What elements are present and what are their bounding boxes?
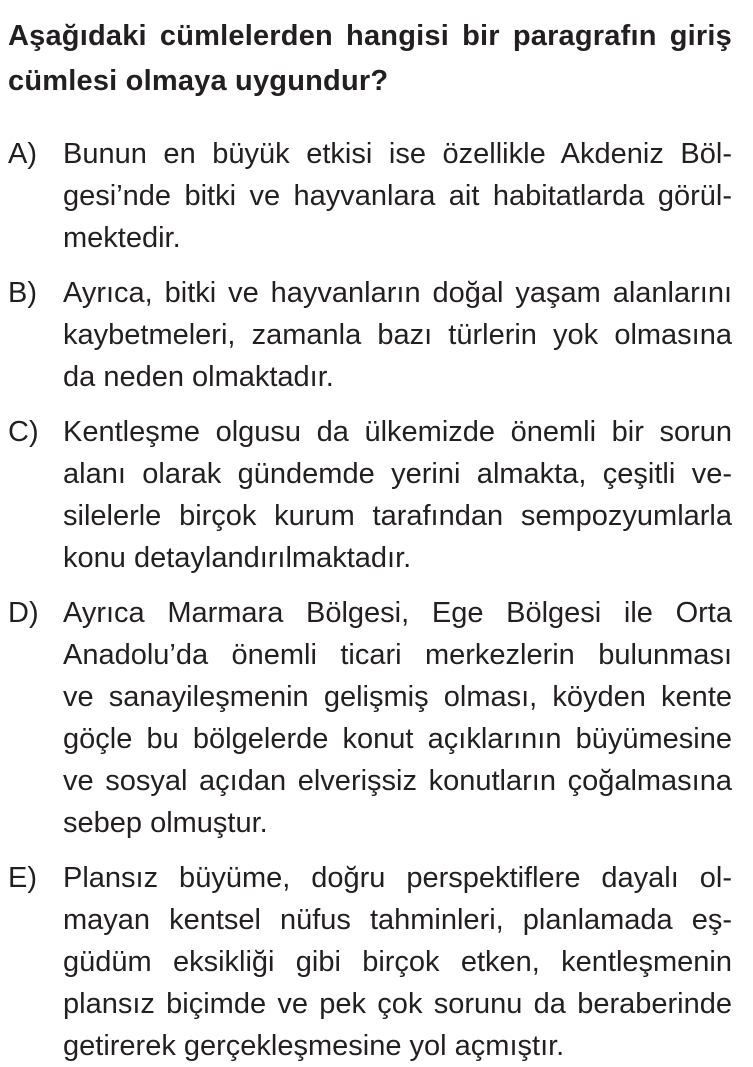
answer-option-d <box>8 592 732 844</box>
answer-option-a <box>8 133 732 259</box>
option-letter: C) <box>8 416 39 448</box>
option-line: konu detaylandırılmaktadır. <box>63 542 412 574</box>
question-line: Aşağıdaki cümlelerden hangisi bir paragrafın giriş <box>8 20 732 52</box>
option-line: Kentleşme olgusu da ülkemizde önemli bir sorun <box>63 416 732 448</box>
option-line: alanı olarak gündemde yerini almakta, çeşitli ve- <box>63 458 732 490</box>
option-text <box>63 857 732 1067</box>
option-line: ve sanayileşmenin gelişmiş olması, köyden kente <box>63 681 732 713</box>
option-line: Plansız büyüme, doğru perspektiflere dayalı ol- <box>63 862 732 894</box>
option-text <box>63 411 732 579</box>
option-line: da neden olmaktadır. <box>63 361 334 393</box>
option-line: Bunun en büyük etkisi ise özellikle Akdeniz Böl- <box>63 138 732 170</box>
answer-option-e <box>8 857 732 1067</box>
option-line: göçle bu bölgelerde konut açıklarının büyümesine <box>63 723 732 755</box>
option-line: Anadolu’da önemli ticari merkezlerin bulunması <box>63 639 732 671</box>
option-line: gesi’nde bitki ve hayvanlara ait habitatlarda görül- <box>63 180 732 212</box>
option-line: sebep olmuştur. <box>63 807 268 839</box>
option-letter: E) <box>8 862 37 894</box>
option-line: mayan kentsel nüfus tahminleri, planlamada eş- <box>63 904 732 936</box>
option-text <box>63 272 732 398</box>
option-line: Ayrıca Marmara Bölgesi, Ege Bölgesi ile Orta <box>63 597 732 629</box>
question-line: cümlesi olmaya uygundur? <box>8 65 389 97</box>
option-letter: A) <box>8 138 37 170</box>
answer-option-b <box>8 272 732 398</box>
question-stem <box>8 14 732 104</box>
answer-option-c <box>8 411 732 579</box>
option-line: ve sosyal açıdan elverişsiz konutların çoğalmasına <box>63 765 732 797</box>
option-letter: B) <box>8 277 37 309</box>
option-text <box>63 592 732 844</box>
option-line: mektedir. <box>63 222 181 254</box>
option-line: Ayrıca, bitki ve hayvanların doğal yaşam alanlarını <box>63 277 732 309</box>
option-line: getirerek gerçekleşmesine yol açmıştır. <box>63 1030 565 1062</box>
option-line: güdüm eksikliği gibi birçok etken, kentleşmenin <box>63 946 732 978</box>
option-line: kaybetmeleri, zamanla bazı türlerin yok olmasına <box>63 319 732 351</box>
option-line: plansız biçimde ve pek çok sorunu da beraberinde <box>63 988 732 1020</box>
option-text <box>63 133 732 259</box>
option-letter: D) <box>8 597 39 629</box>
option-line: silelerle birçok kurum tarafından sempozyumlarla <box>63 500 732 532</box>
